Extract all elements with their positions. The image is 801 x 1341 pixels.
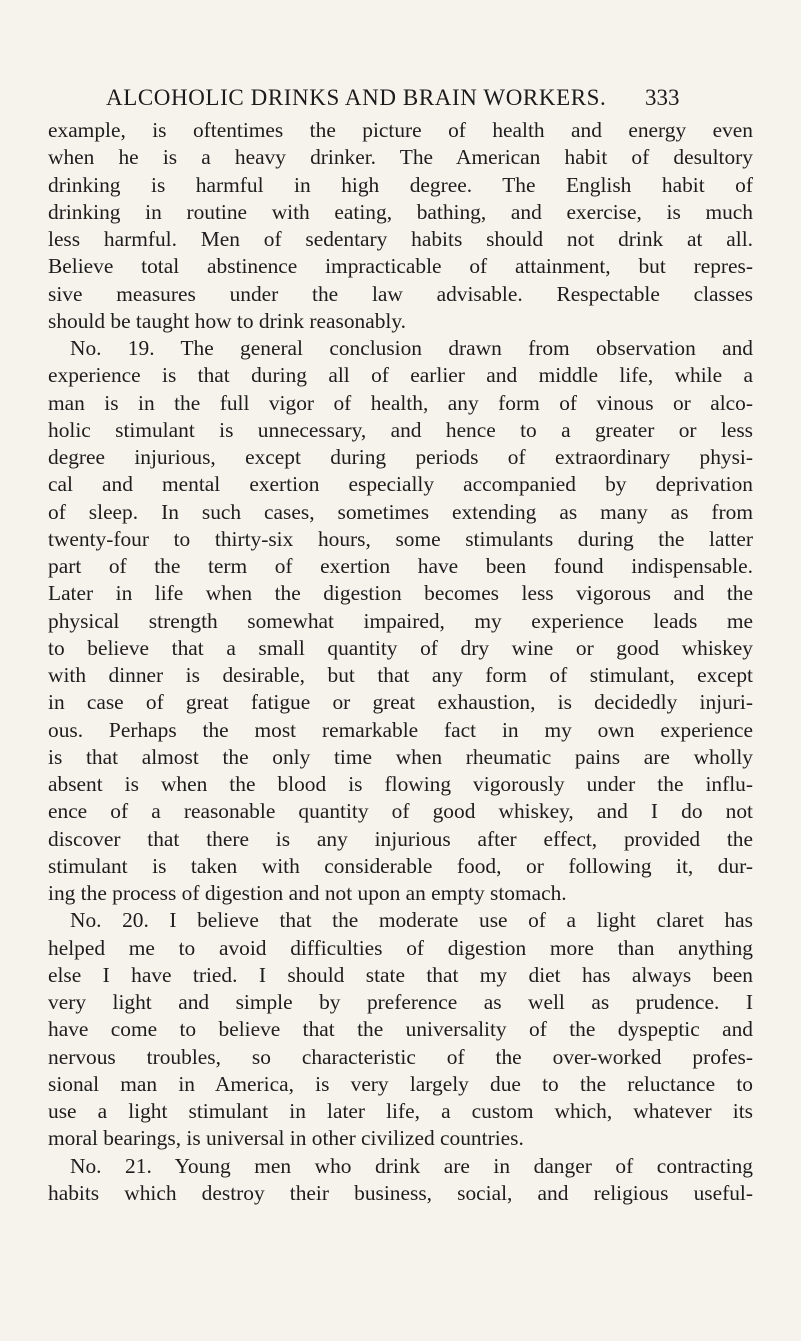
- text-line: habits which destroy their business, social, and religious useful-: [48, 1180, 753, 1205]
- text-line: physical strength somewhat impaired, my experience leads me: [48, 608, 753, 633]
- text-line: have come to believe that the universality of the dyspeptic and: [48, 1017, 753, 1042]
- text-line: with dinner is desirable, but that any form of stimulant, except: [48, 663, 753, 687]
- page-number: 333: [645, 85, 680, 110]
- text-line: holic stimulant is unnecessary, and hence to a greater or less: [48, 417, 753, 442]
- text-line: Later in life when the digestion becomes less vigorous and the: [48, 581, 753, 606]
- text-line: cal and mental exertion especially accompanied by deprivation: [48, 472, 753, 497]
- text-line: drinking is harmful in high degree. The English habit of: [48, 172, 753, 197]
- text-line: experience is that during all of earlier and middle life, while a: [48, 363, 753, 388]
- text-line: stimulant is taken with considerable food, or following it, dur-: [48, 853, 753, 878]
- text-line: in case of great fatigue or great exhaustion, is decidedly injuri-: [48, 690, 753, 715]
- body-text: [48, 117, 753, 1207]
- running-title: ALCOHOLIC DRINKS AND BRAIN WORKERS.: [106, 85, 607, 110]
- text-line: twenty-four to thirty-six hours, some stimulants during the latter: [48, 526, 753, 551]
- text-line: part of the term of exertion have been found indispensable.: [48, 554, 753, 578]
- text-line: Believe total abstinence impracticable of attainment, but repres-: [48, 254, 753, 279]
- text-line: to believe that a small quantity of dry wine or good whiskey: [48, 635, 753, 660]
- text-line: discover that there is any injurious after effect, provided the: [48, 826, 753, 851]
- running-head: [0, 83, 801, 113]
- text-line: less harmful. Men of sedentary habits should not drink at all.: [48, 227, 753, 251]
- text-line: drinking in routine with eating, bathing, and exercise, is much: [48, 199, 753, 224]
- text-line: sional man in America, is very largely due to the reluctance to: [48, 1071, 753, 1096]
- text-line: should be taught how to drink reasonably.: [48, 308, 407, 333]
- text-line: absent is when the blood is flowing vigorously under the influ-: [48, 772, 753, 796]
- text-line: of sleep. In such cases, sometimes extending as many as from: [48, 499, 753, 524]
- text-line: is that almost the only time when rheumatic pains are wholly: [48, 744, 753, 769]
- text-line: moral bearings, is universal in other civilized countries.: [48, 1126, 524, 1151]
- text-line: No. 21. Young men who drink are in danger of contracting: [70, 1153, 753, 1178]
- text-line: ence of a reasonable quantity of good whiskey, and I do not: [48, 799, 753, 824]
- text-line: when he is a heavy drinker. The American habit of desultory: [48, 145, 753, 170]
- text-line: else I have tried. I should state that my diet has always been: [48, 962, 753, 987]
- text-line: use a light stimulant in later life, a custom which, whatever its: [48, 1099, 753, 1123]
- text-line: ous. Perhaps the most remarkable fact in my own experience: [48, 717, 753, 742]
- text-line: No. 20. I believe that the moderate use of a light claret has: [70, 908, 753, 933]
- text-line: helped me to avoid difficulties of digestion more than anything: [48, 935, 753, 960]
- text-line: example, is oftentimes the picture of health and energy even: [48, 118, 753, 142]
- text-line: man is in the full vigor of health, any form of vinous or alco-: [48, 390, 753, 415]
- text-line: ing the process of digestion and not upon an empty stomach.: [48, 881, 567, 905]
- text-line: very light and simple by preference as well as prudence. I: [48, 990, 753, 1014]
- text-line: sive measures under the law advisable. Respectable classes: [48, 281, 753, 306]
- text-line: No. 19. The general conclusion drawn from observation and: [70, 336, 753, 360]
- text-line: degree injurious, except during periods of extraordinary physi-: [48, 445, 753, 469]
- text-line: nervous troubles, so characteristic of the over-worked profes-: [48, 1044, 753, 1069]
